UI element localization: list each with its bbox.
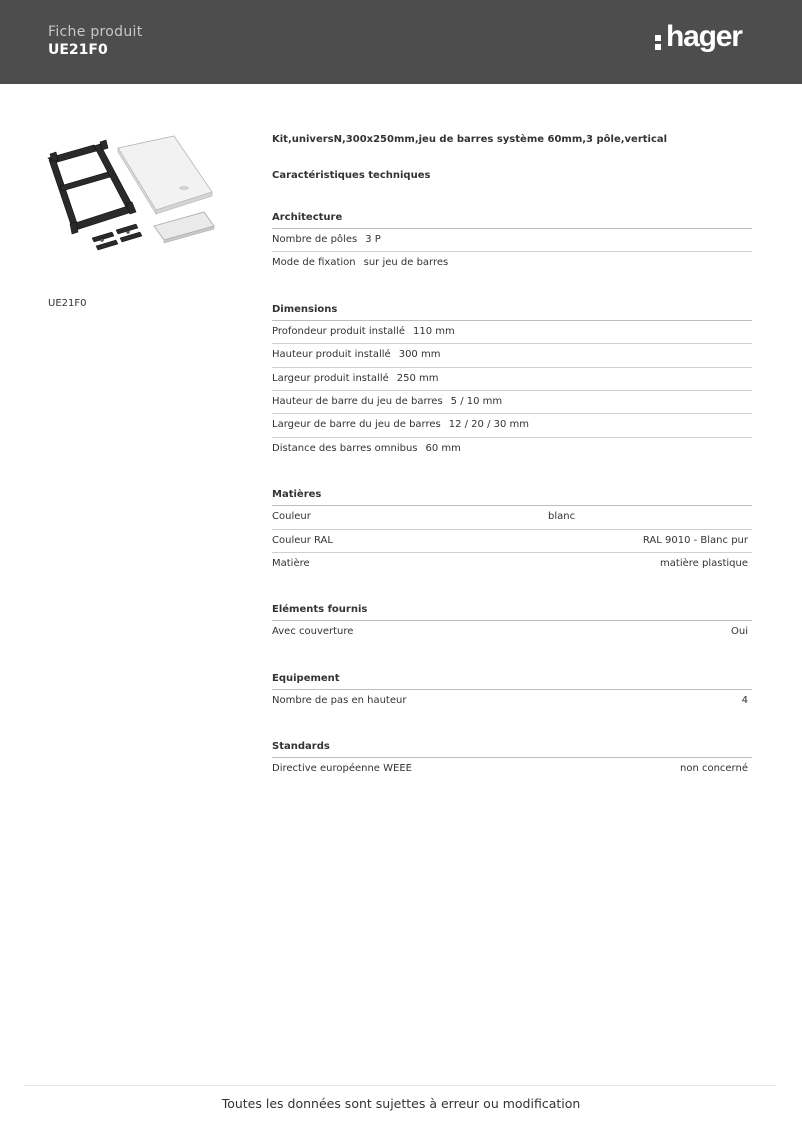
spec-value: 5 / 10 mm: [450, 395, 503, 407]
spec-value: non concerné: [679, 763, 748, 775]
footer-disclaimer: Toutes les données sont sujettes à erreur ou modification: [221, 1096, 581, 1111]
section-supplied-elements: [272, 603, 752, 643]
brand-name: hager: [666, 20, 742, 53]
side-reference: UE21F0: [48, 298, 87, 309]
spec-row: [272, 506, 752, 529]
spec-label: Nombre de pas en hauteur: [272, 694, 407, 706]
spec-label: Directive européenne WEEE: [272, 763, 412, 775]
product-title: Kit,universN,300x250mm,jeu de barres système 60mm,3 pôle,vertical: [272, 134, 668, 145]
section-title: Matières: [272, 488, 752, 506]
spec-row: [272, 621, 752, 643]
spec-row: [272, 252, 752, 274]
spec-label: Nombre de pôles: [272, 234, 358, 245]
small-plate: [154, 212, 214, 243]
spec-row: [272, 368, 752, 391]
spec-value: RAL 9010 - Blanc pur: [642, 534, 748, 546]
section-architecture: [272, 211, 752, 275]
logo-colon-mark: [655, 25, 663, 50]
spec-label: Largeur de barre du jeu de barres: [272, 419, 441, 431]
spec-value: sur jeu de barres: [363, 257, 449, 269]
product-reference: UE21F0: [48, 42, 108, 58]
spec-label: Couleur: [272, 511, 311, 523]
section-title: Equipement: [272, 672, 752, 690]
spec-value: 300 mm: [398, 349, 441, 361]
spec-row: [272, 391, 752, 414]
section-standards: [272, 740, 752, 780]
section-title: Eléments fournis: [272, 603, 752, 621]
spec-row: [272, 530, 752, 553]
spec-row: [272, 229, 752, 252]
technical-characteristics-heading: Caractéristiques techniques: [272, 170, 431, 181]
product-image: [46, 134, 218, 254]
spec-value: 110 mm: [412, 325, 455, 337]
section-materials: [272, 488, 752, 575]
spec-value: 3 P: [365, 234, 381, 245]
spec-row: [272, 344, 752, 367]
spec-row: [272, 690, 752, 712]
spec-row: [272, 321, 752, 344]
connector-parts: [92, 224, 142, 250]
section-title: Architecture: [272, 211, 752, 229]
spec-label: Hauteur de barre du jeu de barres: [272, 395, 443, 407]
spec-label: Profondeur produit installé: [272, 325, 405, 337]
section-dimensions: [272, 303, 752, 460]
footer-divider: [24, 1085, 776, 1086]
spec-label: Matière: [272, 557, 310, 569]
spec-value: 250 mm: [396, 372, 439, 384]
document-type: Fiche produit: [48, 24, 143, 40]
spec-value: matière plastique: [660, 557, 748, 569]
spec-label: Hauteur produit installé: [272, 349, 391, 361]
spec-value: Oui: [731, 626, 748, 638]
spec-row: [272, 758, 752, 780]
spec-label: Largeur produit installé: [272, 372, 389, 384]
product-details: [272, 133, 752, 780]
spec-label: Mode de fixation: [272, 257, 356, 269]
section-title: Standards: [272, 740, 752, 758]
spec-label: Couleur RAL: [272, 534, 333, 546]
spec-value: blanc: [548, 511, 576, 523]
spec-value: 12 / 20 / 30 mm: [448, 419, 530, 431]
page-header: [0, 0, 802, 84]
spec-value: 60 mm: [425, 442, 461, 454]
hager-logo: [655, 22, 742, 52]
spec-row: [272, 414, 752, 437]
section-title: Dimensions: [272, 303, 752, 321]
spec-label: Avec couverture: [272, 626, 354, 638]
spec-value: 4: [741, 694, 748, 706]
spec-row: [272, 553, 752, 575]
section-equipment: [272, 672, 752, 712]
spec-label: Distance des barres omnibus: [272, 442, 418, 454]
spec-row: [272, 438, 752, 460]
